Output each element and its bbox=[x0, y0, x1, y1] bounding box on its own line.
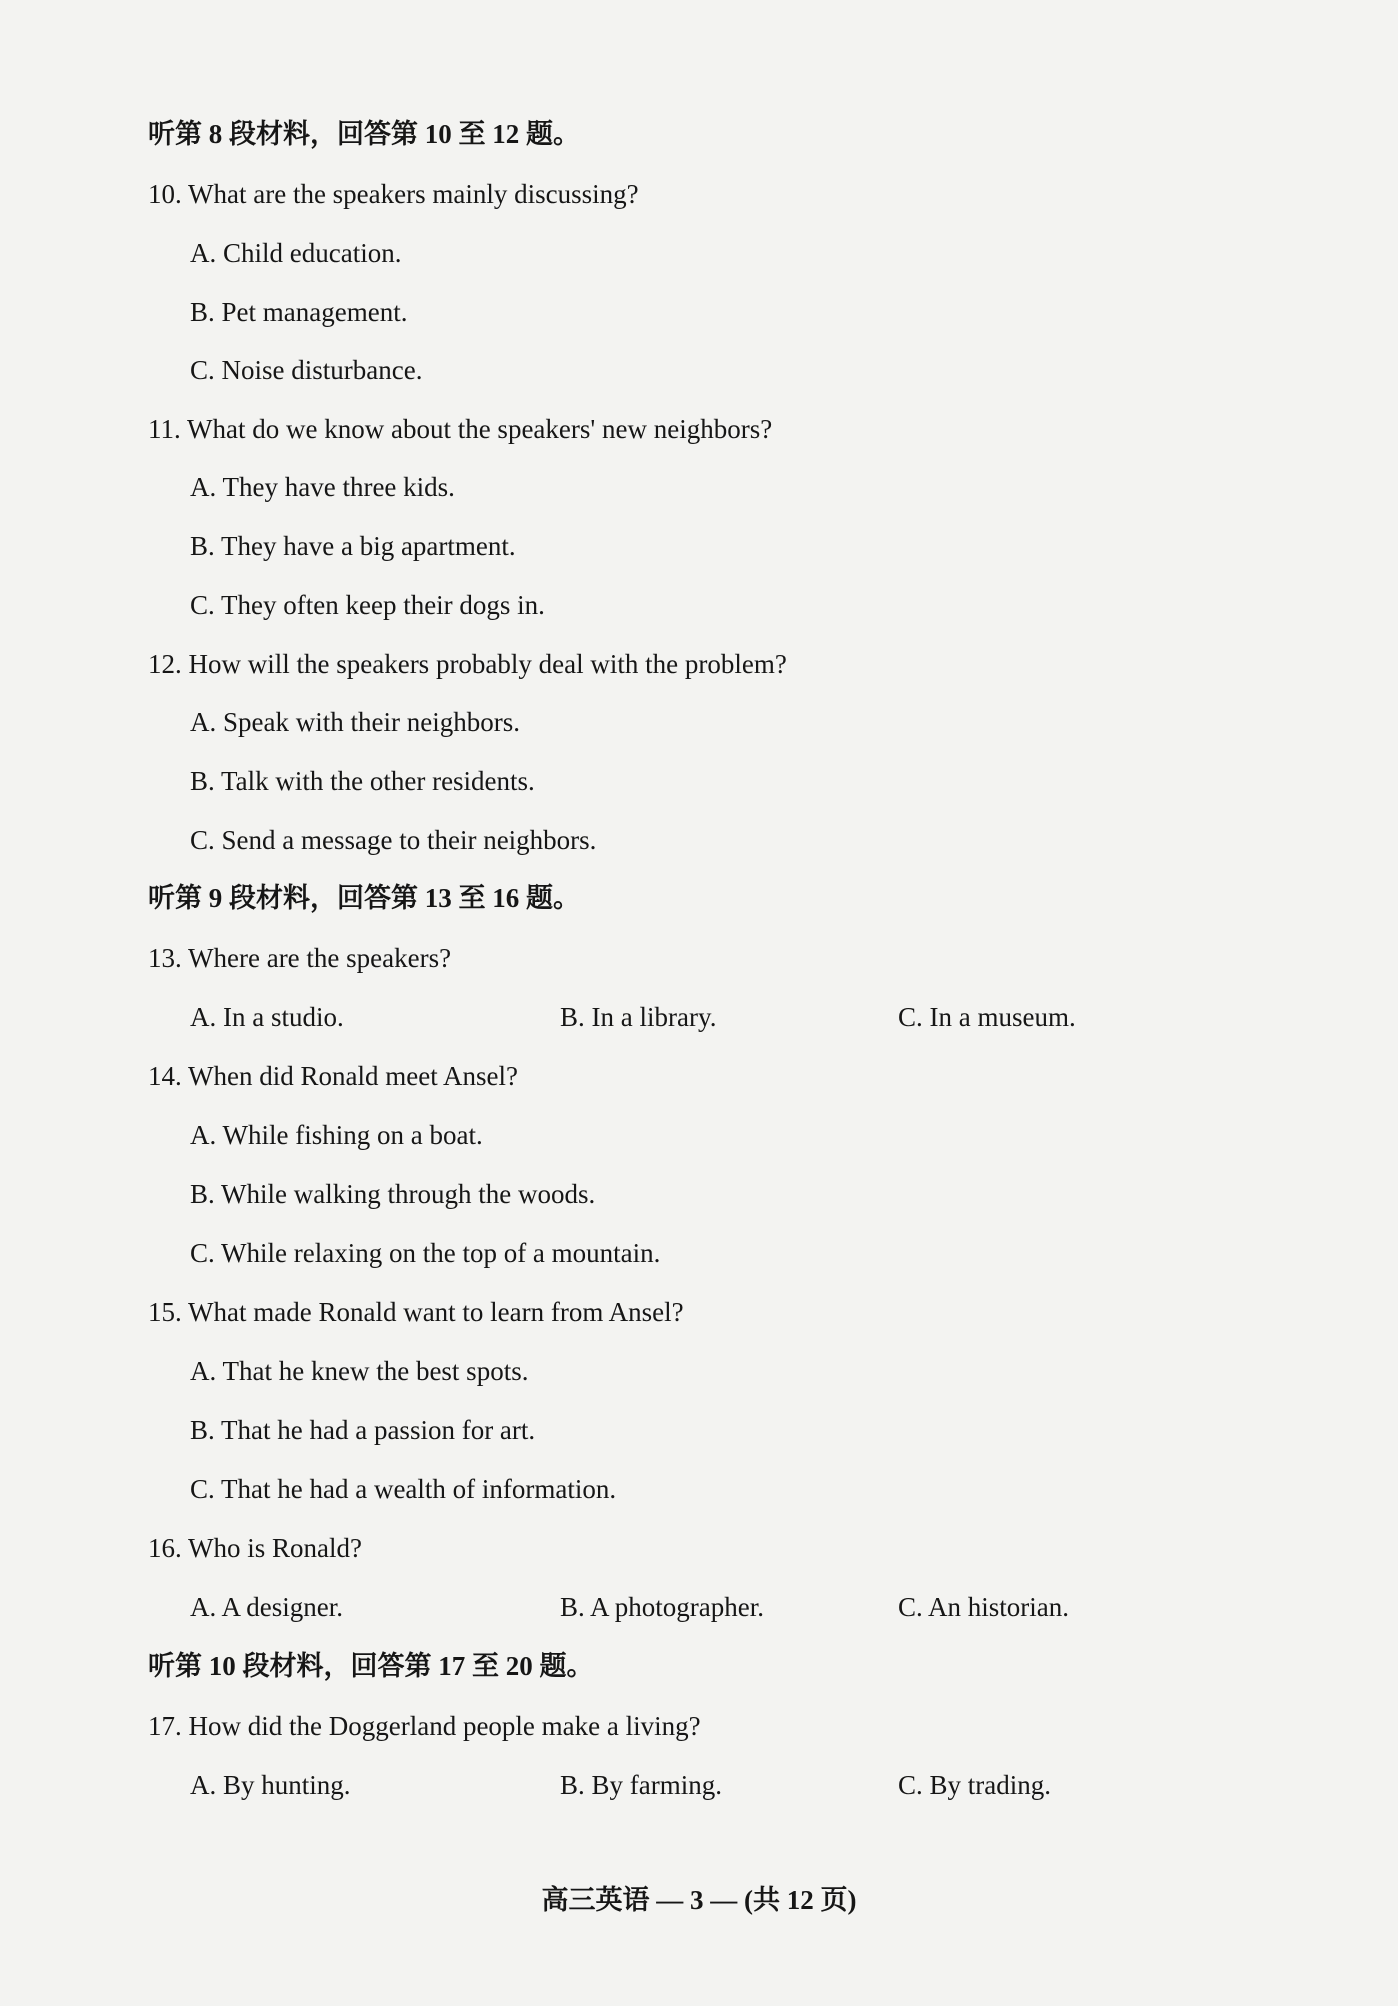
question-16-option-c: C. An historian. bbox=[898, 1592, 1070, 1622]
question-12-option-b: B. Talk with the other residents. bbox=[190, 766, 535, 796]
question-11-option-b: B. They have a big apartment. bbox=[190, 531, 516, 561]
section-heading-9: 听第 9 段材料，回答第 13 至 16 题。 bbox=[148, 883, 580, 913]
page-footer: 高三英语 — 3 — (共 12 页) bbox=[541, 1885, 857, 1915]
question-14-option-a: A. While fishing on a boat. bbox=[190, 1120, 483, 1150]
question-12-option-a: A. Speak with their neighbors. bbox=[190, 707, 520, 737]
question-16-option-a: A. A designer. bbox=[190, 1592, 343, 1622]
question-11-option-a: A. They have three kids. bbox=[190, 472, 455, 502]
question-14-stem: 14. When did Ronald meet Ansel? bbox=[148, 1061, 518, 1091]
question-16-option-b: B. A photographer. bbox=[560, 1592, 764, 1622]
question-11-option-c: C. They often keep their dogs in. bbox=[190, 590, 545, 620]
question-13-option-c: C. In a museum. bbox=[898, 1002, 1076, 1032]
question-16-stem: 16. Who is Ronald? bbox=[148, 1533, 362, 1563]
question-17-option-a: A. By hunting. bbox=[190, 1770, 351, 1800]
question-12-stem: 12. How will the speakers probably deal with the problem? bbox=[148, 649, 787, 679]
section-heading-8: 听第 8 段材料，回答第 10 至 12 题。 bbox=[148, 119, 580, 149]
question-10-option-a: A. Child education. bbox=[190, 238, 402, 268]
question-10-option-b: B. Pet management. bbox=[190, 297, 408, 327]
question-14-option-c: C. While relaxing on the top of a mountain. bbox=[190, 1238, 661, 1268]
question-15-option-c: C. That he had a wealth of information. bbox=[190, 1474, 617, 1504]
section-heading-10: 听第 10 段材料，回答第 17 至 20 题。 bbox=[148, 1651, 594, 1681]
question-17-option-c: C. By trading. bbox=[898, 1770, 1051, 1800]
question-13-option-a: A. In a studio. bbox=[190, 1002, 344, 1032]
question-15-stem: 15. What made Ronald want to learn from Ansel? bbox=[148, 1297, 684, 1327]
question-17-option-b: B. By farming. bbox=[560, 1770, 722, 1800]
question-11-stem: 11. What do we know about the speakers' new neighbors? bbox=[148, 414, 773, 444]
question-15-option-b: B. That he had a passion for art. bbox=[190, 1415, 536, 1445]
question-14-option-b: B. While walking through the woods. bbox=[190, 1179, 596, 1209]
question-15-option-a: A. That he knew the best spots. bbox=[190, 1356, 529, 1386]
question-12-option-c: C. Send a message to their neighbors. bbox=[190, 825, 597, 855]
question-17-stem: 17. How did the Doggerland people make a living? bbox=[148, 1711, 701, 1741]
question-13-stem: 13. Where are the speakers? bbox=[148, 943, 452, 973]
question-13-option-b: B. In a library. bbox=[560, 1002, 717, 1032]
question-10-option-c: C. Noise disturbance. bbox=[190, 355, 423, 385]
question-10-stem: 10. What are the speakers mainly discussing? bbox=[148, 179, 639, 209]
